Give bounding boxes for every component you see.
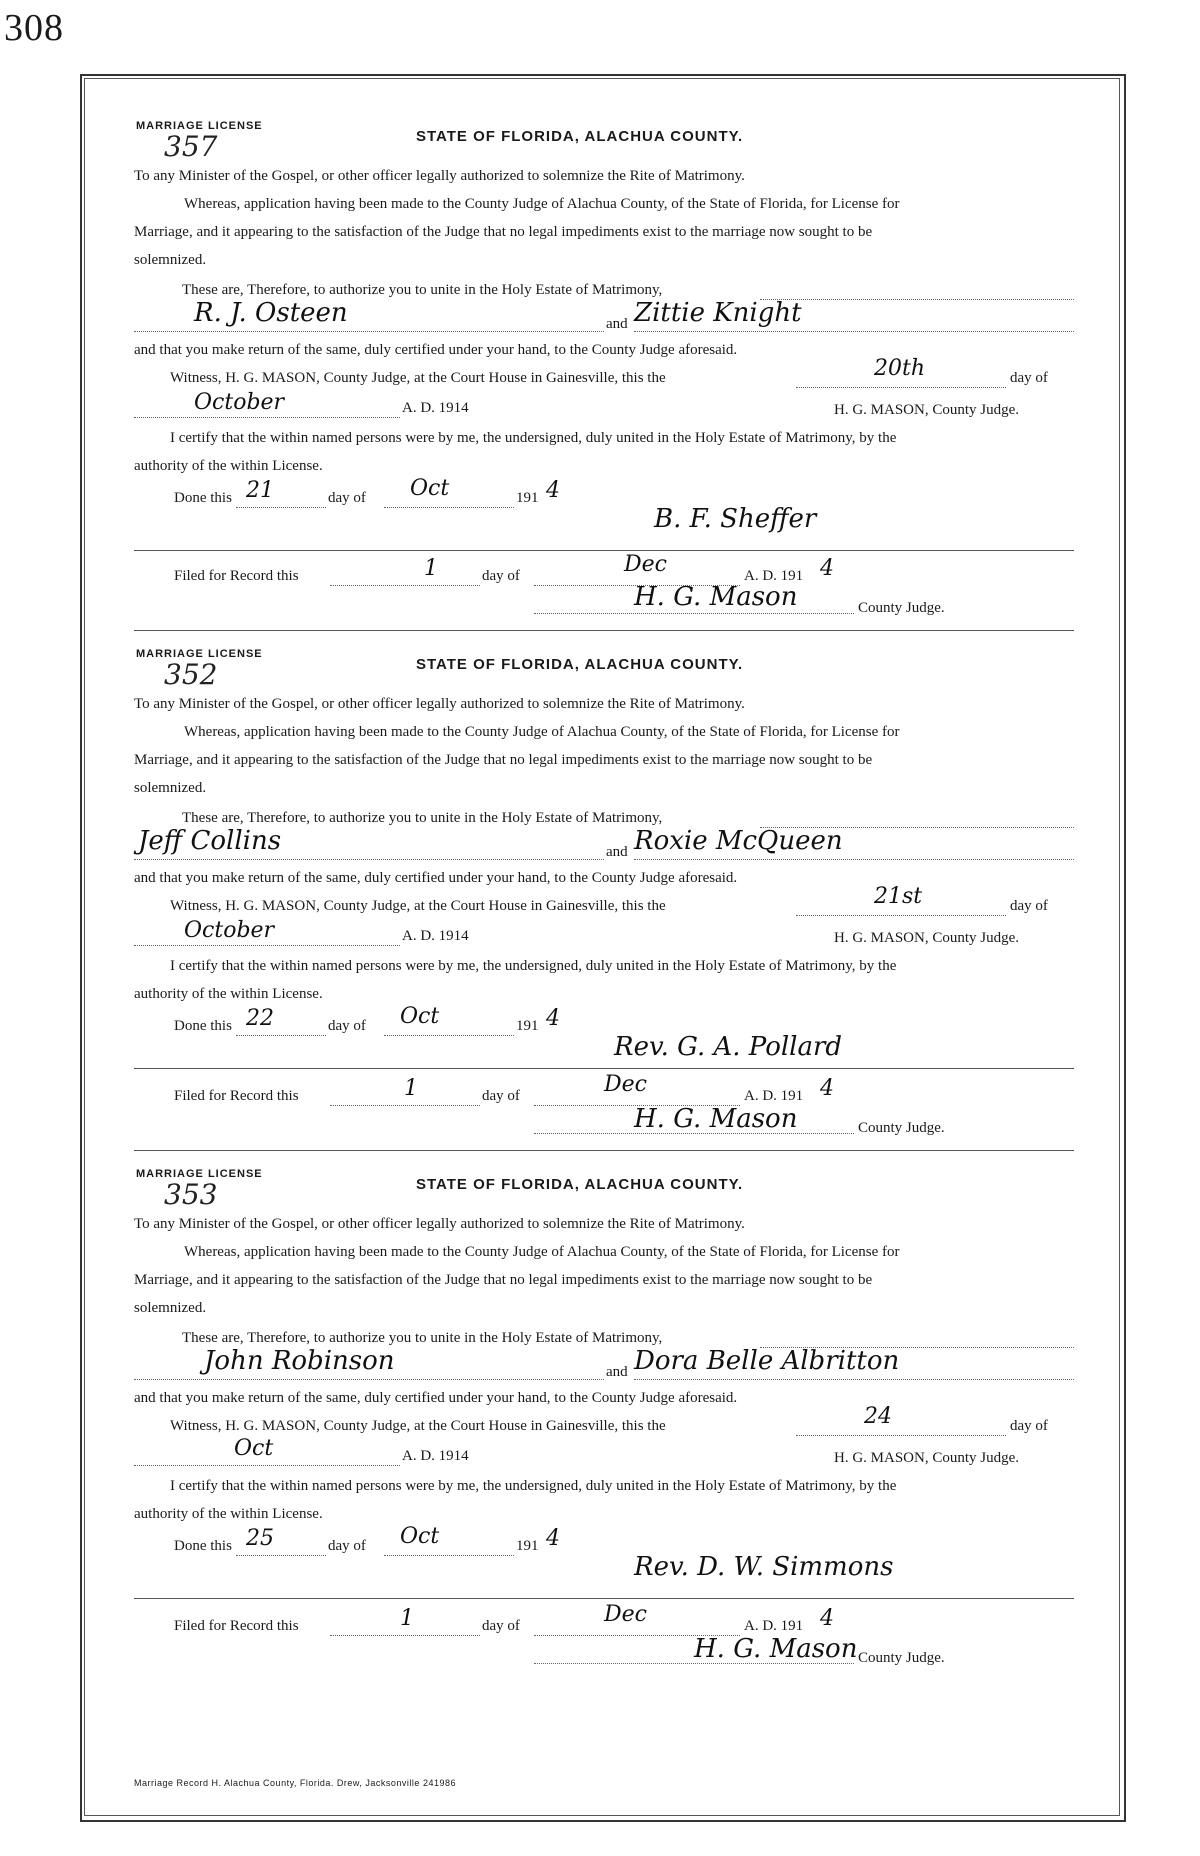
judge-signature: H. G. Mason [694,1634,858,1664]
filed-day: 1 [404,1076,418,1101]
separator-line [134,550,1074,551]
blank-line [236,1554,326,1556]
license-label: MARRIAGE LICENSE [136,1168,263,1180]
separator-line [134,1598,1074,1599]
done-year-prefix: 191 [516,1018,539,1034]
marriage-license-2 [134,648,1074,1168]
whereas-line-2: Marriage, and it appearing to the satisfaction of the Judge that no legal impediments exist to the marriage now sought to be [134,752,873,768]
done-day-of-label: day of [328,1538,366,1554]
license-label: MARRIAGE LICENSE [136,120,263,132]
done-month: Oct [410,476,450,501]
done-this-label: Done this [174,490,232,506]
address-line: To any Minister of the Gospel, or other officer legally authorized to solemnize the Rite of Matrimony. [134,1216,745,1232]
done-year-prefix: 191 [516,490,539,506]
blank-line [134,1464,400,1466]
day-of-label: day of [1010,1418,1048,1434]
done-day: 21 [246,478,274,503]
ad-year-label: A. D. 1914 [402,928,469,944]
printer-footer: Marriage Record H. Alachua County, Florida. Drew, Jacksonville 241986 [134,1778,456,1788]
authorize-line: These are, Therefore, to authorize you to unite in the Holy Estate of Matrimony, [182,1330,663,1346]
and-label: and [606,316,628,332]
and-label: and [606,1364,628,1380]
filed-day: 1 [400,1606,414,1631]
filed-for-record-label: Filed for Record this [174,1618,299,1634]
groom-name: Jeff Collins [138,826,282,856]
filed-ad-label: A. D. 191 [744,1618,804,1634]
bride-name: Dora Belle Albritton [634,1346,900,1376]
blank-line [534,612,854,614]
whereas-line-3: solemnized. [134,780,207,796]
blank-line [760,298,1074,300]
authorize-line: These are, Therefore, to authorize you to unite in the Holy Estate of Matrimony, [182,810,663,826]
done-day-of-label: day of [328,1018,366,1034]
filed-ad-label: A. D. 191 [744,568,804,584]
whereas-line-2: Marriage, and it appearing to the satisfaction of the Judge that no legal impediments exist to the marriage now sought to be [134,1272,873,1288]
officiant-signature: Rev. D. W. Simmons [634,1552,894,1582]
ad-year-label: A. D. 1914 [402,1448,469,1464]
county-judge-label: County Judge. [858,1120,945,1136]
whereas-line-1: Whereas, application having been made to the County Judge of Alachua County, of the State of Florida, for License for [184,1244,900,1260]
whereas-line-1: Whereas, application having been made to the County Judge of Alachua County, of the State of Florida, for License for [184,724,900,740]
judge-signature: H. G. Mason [634,1104,798,1134]
filed-for-record-label: Filed for Record this [174,1088,299,1104]
county-judge-label: County Judge. [858,600,945,616]
license-label: MARRIAGE LICENSE [136,648,263,660]
blank-line [796,386,1006,388]
blank-line [236,1034,326,1036]
done-day: 25 [246,1526,274,1551]
state-heading: STATE OF FLORIDA, ALACHUA COUNTY. [416,656,744,673]
done-year-digit: 4 [546,1526,560,1551]
whereas-line-1: Whereas, application having been made to the County Judge of Alachua County, of the State of Florida, for License for [184,196,900,212]
blank-line [534,1132,854,1134]
and-label: and [606,844,628,860]
done-year-prefix: 191 [516,1538,539,1554]
day-of-label: day of [1010,370,1048,386]
filed-month: Dec [604,1072,647,1097]
blank-line [796,914,1006,916]
done-year-digit: 4 [546,1006,560,1031]
blank-line [134,944,400,946]
page-number: 308 [4,7,64,49]
license-number: 352 [164,658,218,691]
blank-line [134,330,604,332]
blank-line [330,1634,480,1636]
witness-line: Witness, H. G. MASON, County Judge, at the Court House in Gainesville, this the [170,370,666,386]
done-day-of-label: day of [328,490,366,506]
marriage-license-3 [134,1168,1074,1688]
separator-line [134,630,1074,631]
blank-line [330,1104,480,1106]
blank-line [634,1378,1074,1380]
filed-day: 1 [424,556,438,581]
certify-line-2: authority of the within License. [134,458,323,474]
groom-name: R. J. Osteen [194,298,348,328]
blank-line [384,1034,514,1036]
issue-day: 20th [874,356,926,381]
filed-year-digit: 4 [820,556,834,581]
authorize-line: These are, Therefore, to authorize you to unite in the Holy Estate of Matrimony, [182,282,663,298]
address-line: To any Minister of the Gospel, or other officer legally authorized to solemnize the Rite of Matrimony. [134,696,745,712]
done-year-digit: 4 [546,478,560,503]
filed-day-of-label: day of [482,1088,520,1104]
done-day: 22 [246,1006,274,1031]
blank-line [384,506,514,508]
certify-line-1: I certify that the within named persons were by me, the undersigned, duly united in the Holy Estate of Matrimony, by the [170,430,897,446]
return-line: and that you make return of the same, duly certified under your hand, to the County Judge aforesaid. [134,870,738,886]
county-judge-label: County Judge. [858,1650,945,1666]
issue-day: 24 [864,1404,892,1429]
blank-line [134,416,400,418]
witness-line: Witness, H. G. MASON, County Judge, at the Court House in Gainesville, this the [170,898,666,914]
judge-signature: H. G. Mason [634,582,798,612]
separator-line [134,1150,1074,1151]
done-month: Oct [400,1524,440,1549]
return-line: and that you make return of the same, duly certified under your hand, to the County Judge aforesaid. [134,342,738,358]
filed-day-of-label: day of [482,568,520,584]
blank-line [634,858,1074,860]
issue-day: 21st [874,884,923,909]
done-this-label: Done this [174,1538,232,1554]
done-month: Oct [400,1004,440,1029]
filed-day-of-label: day of [482,1618,520,1634]
bride-name: Roxie McQueen [634,826,843,856]
blank-line [236,506,326,508]
blank-line [134,858,604,860]
filed-ad-label: A. D. 191 [744,1088,804,1104]
whereas-line-2: Marriage, and it appearing to the satisfaction of the Judge that no legal impediments exist to the marriage now sought to be [134,224,873,240]
certify-line-1: I certify that the within named persons were by me, the undersigned, duly united in the Holy Estate of Matrimony, by the [170,1478,897,1494]
whereas-line-3: solemnized. [134,252,207,268]
filed-for-record-label: Filed for Record this [174,568,299,584]
license-number: 357 [164,130,218,163]
separator-line [134,1068,1074,1069]
blank-line [330,584,480,586]
judge-name-label: H. G. MASON, County Judge. [834,1450,1020,1466]
groom-name: John Robinson [204,1346,395,1376]
filed-month: Dec [624,552,667,577]
certify-line-1: I certify that the within named persons were by me, the undersigned, duly united in the Holy Estate of Matrimony, by the [170,958,897,974]
filed-year-digit: 4 [820,1606,834,1631]
return-line: and that you make return of the same, duly certified under your hand, to the County Judge aforesaid. [134,1390,738,1406]
state-heading: STATE OF FLORIDA, ALACHUA COUNTY. [416,128,744,145]
blank-line [796,1434,1006,1436]
issue-month: October [184,918,275,943]
certify-line-2: authority of the within License. [134,986,323,1002]
filed-year-digit: 4 [820,1076,834,1101]
done-this-label: Done this [174,1018,232,1034]
marriage-license-1 [134,120,1074,640]
issue-month: October [194,390,285,415]
license-number: 353 [164,1178,218,1211]
officiant-signature: B. F. Sheffer [654,504,817,534]
witness-line: Witness, H. G. MASON, County Judge, at the Court House in Gainesville, this the [170,1418,666,1434]
officiant-signature: Rev. G. A. Pollard [614,1032,843,1062]
issue-month: Oct [234,1436,274,1461]
judge-name-label: H. G. MASON, County Judge. [834,930,1020,946]
certify-line-2: authority of the within License. [134,1506,323,1522]
address-line: To any Minister of the Gospel, or other officer legally authorized to solemnize the Rite of Matrimony. [134,168,745,184]
blank-line [384,1554,514,1556]
ad-year-label: A. D. 1914 [402,400,469,416]
judge-name-label: H. G. MASON, County Judge. [834,402,1020,418]
filed-month: Dec [604,1602,647,1627]
bride-name: Zittie Knight [634,298,802,328]
day-of-label: day of [1010,898,1048,914]
blank-line [134,1378,604,1380]
blank-line [534,1662,854,1664]
whereas-line-3: solemnized. [134,1300,207,1316]
state-heading: STATE OF FLORIDA, ALACHUA COUNTY. [416,1176,744,1193]
blank-line [634,330,1074,332]
